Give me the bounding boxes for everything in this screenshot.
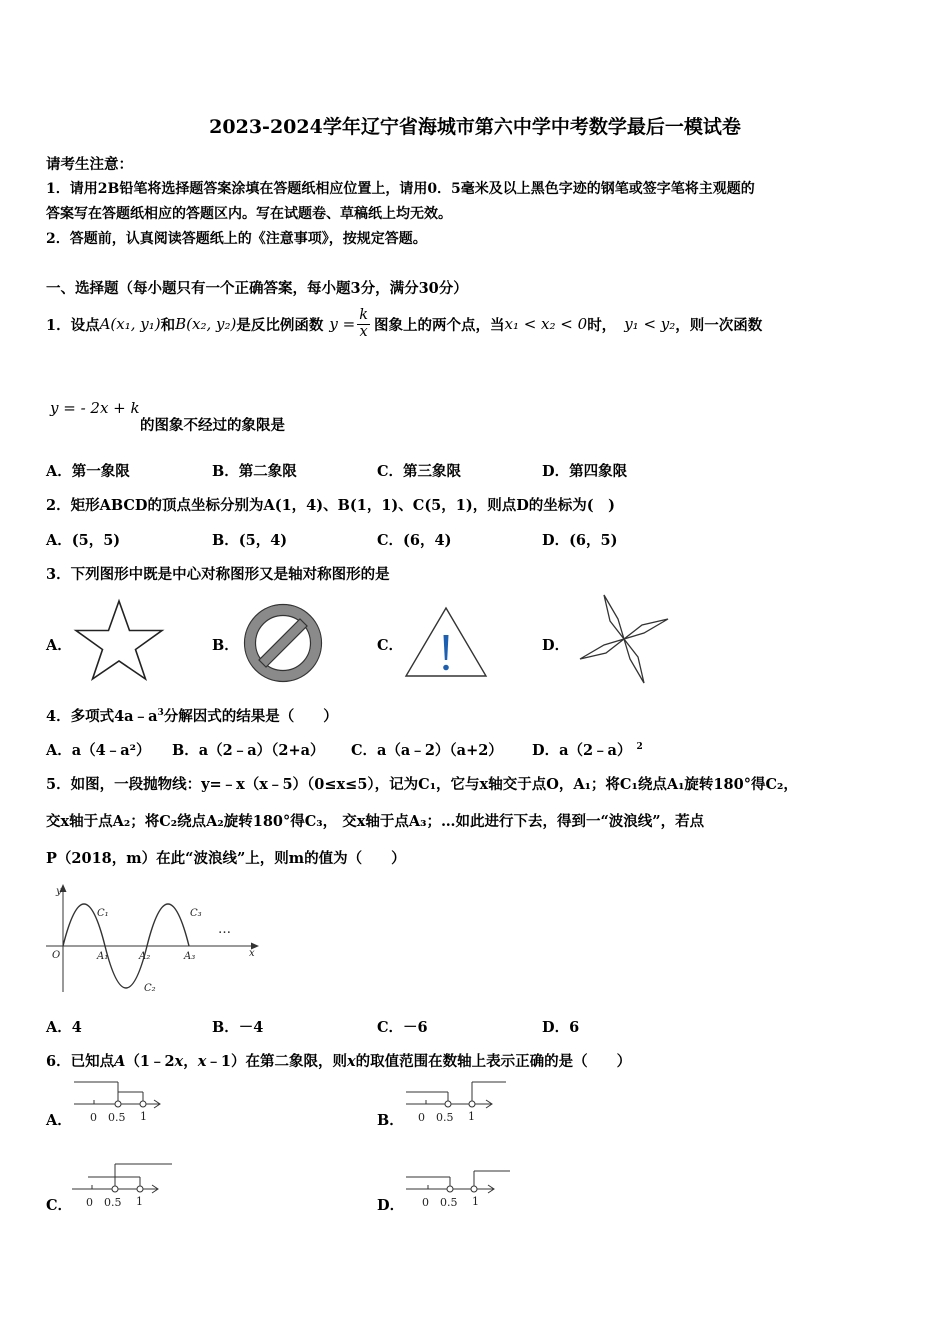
number-line-b-tick-1: 1 xyxy=(468,1110,475,1123)
question-5-line-2: 交x轴于点A₂；将C₂绕点A₂旋转180°得C₃， 交x轴于点A₃；…如此进行下去，得到一“波浪线”，若点 xyxy=(46,813,705,830)
graph-label-origin: O xyxy=(52,950,61,961)
q2-option-d[interactable]: D．(6，5) xyxy=(542,532,618,549)
q1-condition-y: y₁ < y₂ xyxy=(624,315,676,333)
wave-graph xyxy=(44,880,266,995)
q5-option-d[interactable]: D．6 xyxy=(542,1019,580,1036)
q6-option-b[interactable]: B． xyxy=(377,1112,404,1129)
number-line-a-tick-half: 0.5 xyxy=(108,1111,126,1124)
q1-prefix: 1．设点 xyxy=(46,316,100,334)
number-line-c xyxy=(68,1161,178,1211)
question-1-stem xyxy=(46,302,762,346)
q3-option-c[interactable]: C． xyxy=(377,637,404,654)
q4-option-b[interactable]: B．a（2﹣a）（2+a） xyxy=(172,742,325,759)
graph-label-c2: C₂ xyxy=(144,983,156,994)
q6-point: A xyxy=(114,1053,126,1070)
q4-text-b: 分解因式的结果是（ ） xyxy=(163,708,338,725)
section-heading: 一、选择题（每小题只有一个正确答案，每小题3分，满分30分） xyxy=(46,280,468,297)
q4-option-a[interactable]: A．a（4﹣a²） xyxy=(46,742,151,759)
q2-option-b[interactable]: B．(5，4) xyxy=(212,532,288,549)
number-line-a-tick-1: 1 xyxy=(140,1110,147,1123)
q2-option-c[interactable]: C．(6，4) xyxy=(377,532,452,549)
q4-option-c[interactable]: C．a（a﹣2）（a+2） xyxy=(351,742,503,759)
q1-fraction-numerator: k xyxy=(359,307,368,324)
q6-var-2: x xyxy=(197,1053,207,1070)
question-5-line-3: P（2018，m）在此“波浪线”上，则m的值为（ ） xyxy=(46,850,406,867)
q1-point-a: A(x₁, y₁) xyxy=(99,315,161,333)
q4-option-d-text: D．a（2﹣a） xyxy=(532,742,632,759)
notice-line-1: 1．请用2B铅笔将选择题答案涂填在答题纸相应位置上，请用0．5毫米及以上黑色字迹的钢笔或签字笔将主观题的 xyxy=(46,181,755,197)
q5-option-c[interactable]: C．－6 xyxy=(377,1019,428,1036)
q6-text-c: ， xyxy=(183,1053,198,1070)
number-line-b-tick-half: 0.5 xyxy=(436,1111,454,1124)
q1-mid: 图象上的两个点，当 xyxy=(373,316,505,334)
number-line-d xyxy=(402,1165,514,1211)
q1-linear-tail: 的图象不经过的象限是 xyxy=(140,417,285,434)
q4-exponent: 3 xyxy=(157,708,164,719)
q4-option-d[interactable] xyxy=(532,739,643,760)
number-line-d-tick-half: 0.5 xyxy=(440,1196,458,1209)
question-5-line-1: 5．如图，一段抛物线：y=﹣x（x﹣5）（0≤x≤5），记为C₁，它与x轴交于点O，A₁；将C₁绕点A₁旋转180°得C₂， xyxy=(46,776,798,793)
q6-option-c[interactable]: C． xyxy=(46,1197,73,1214)
q6-text-e: 的取值范围在数轴上表示正确的是（ ） xyxy=(355,1053,632,1070)
q1-fraction xyxy=(357,308,370,339)
graph-label-a3: A₃ xyxy=(184,951,196,962)
graph-label-a2: A₂ xyxy=(139,951,151,962)
number-line-c-tick-0: 0 xyxy=(86,1196,93,1209)
q1-and: 和 xyxy=(160,316,176,334)
number-line-d-tick-1: 1 xyxy=(472,1195,479,1208)
question-2-stem: 2．矩形ABCD的顶点坐标分别为A(1，4)、B(1，1)、C(5，1)，则点D的坐标为( ) xyxy=(46,497,616,514)
q1-when: 时， xyxy=(587,316,617,334)
q1-func-lhs: y = xyxy=(329,315,356,333)
q2-option-a[interactable]: A．(5，5) xyxy=(46,532,121,549)
graph-label-c3: C₃ xyxy=(190,908,202,919)
q5-option-b[interactable]: B．－4 xyxy=(212,1019,264,1036)
notice-line-2: 答案写在答题纸相应的答题区内。写在试题卷、草稿纸上均无效。 xyxy=(46,206,452,222)
graph-label-y: y xyxy=(56,886,62,897)
q6-text-d: ﹣1）在第二象限，则 xyxy=(206,1053,347,1070)
number-line-b xyxy=(402,1080,512,1126)
graph-label-dots: … xyxy=(218,922,231,937)
warning-triangle-icon xyxy=(403,605,489,679)
question-6-stem xyxy=(46,1050,631,1071)
notice-line-3: 2．答题前，认真阅读答题纸上的《注意事项》，按规定答题。 xyxy=(46,231,427,247)
notice-heading: 请考生注意： xyxy=(46,156,133,173)
q1-option-d[interactable]: D．第四象限 xyxy=(542,463,628,480)
q4-option-d-exponent: 2 xyxy=(636,742,643,753)
q1-tail: ，则一次函数 xyxy=(675,316,763,334)
q6-text-b: （1﹣2 xyxy=(125,1053,175,1070)
number-line-d-tick-0: 0 xyxy=(422,1196,429,1209)
q3-option-d[interactable]: D． xyxy=(542,637,570,654)
q6-var-1: x xyxy=(174,1053,184,1070)
q1-option-a[interactable]: A．第一象限 xyxy=(46,463,130,480)
prohibition-sign-icon xyxy=(242,602,324,684)
q3-option-b[interactable]: B． xyxy=(212,637,239,654)
q6-var-3: x xyxy=(346,1053,356,1070)
q6-text-a: 6．已知点 xyxy=(46,1053,115,1070)
q4-text-a: 4．多项式4a﹣a xyxy=(46,708,158,725)
q1-option-c[interactable]: C．第三象限 xyxy=(377,463,462,480)
star-icon xyxy=(72,597,168,683)
question-3-stem: 3．下列图形中既是中心对称图形又是轴对称图形的是 xyxy=(46,566,390,583)
number-line-a-tick-0: 0 xyxy=(90,1111,97,1124)
graph-label-x: x xyxy=(249,948,255,959)
q1-fraction-denominator: x xyxy=(359,323,368,340)
q1-condition-x: x₁ < x₂ < 0 xyxy=(504,315,588,333)
q6-option-a[interactable]: A． xyxy=(46,1112,72,1129)
number-line-a xyxy=(70,1080,170,1126)
page-title: 2023-2024学年辽宁省海城市第六中学中考数学最后一模试卷 xyxy=(209,116,741,138)
graph-label-c1: C₁ xyxy=(97,908,109,919)
q1-linear-function: y = - 2x + k xyxy=(50,399,140,417)
question-4-stem xyxy=(46,705,338,726)
q1-option-b[interactable]: B．第二象限 xyxy=(212,463,297,480)
q1-point-b: B(x₂, y₂) xyxy=(175,315,237,333)
q1-is-inverse: 是反比例函数 xyxy=(236,316,324,334)
q5-option-a[interactable]: A．4 xyxy=(46,1019,82,1036)
q3-option-a[interactable]: A． xyxy=(46,637,72,654)
number-line-b-tick-0: 0 xyxy=(418,1111,425,1124)
q6-option-d[interactable]: D． xyxy=(377,1197,405,1214)
graph-label-a1: A₁ xyxy=(97,951,109,962)
number-line-c-tick-1: 1 xyxy=(136,1195,143,1208)
pinwheel-icon xyxy=(576,592,672,686)
number-line-c-tick-half: 0.5 xyxy=(104,1196,122,1209)
